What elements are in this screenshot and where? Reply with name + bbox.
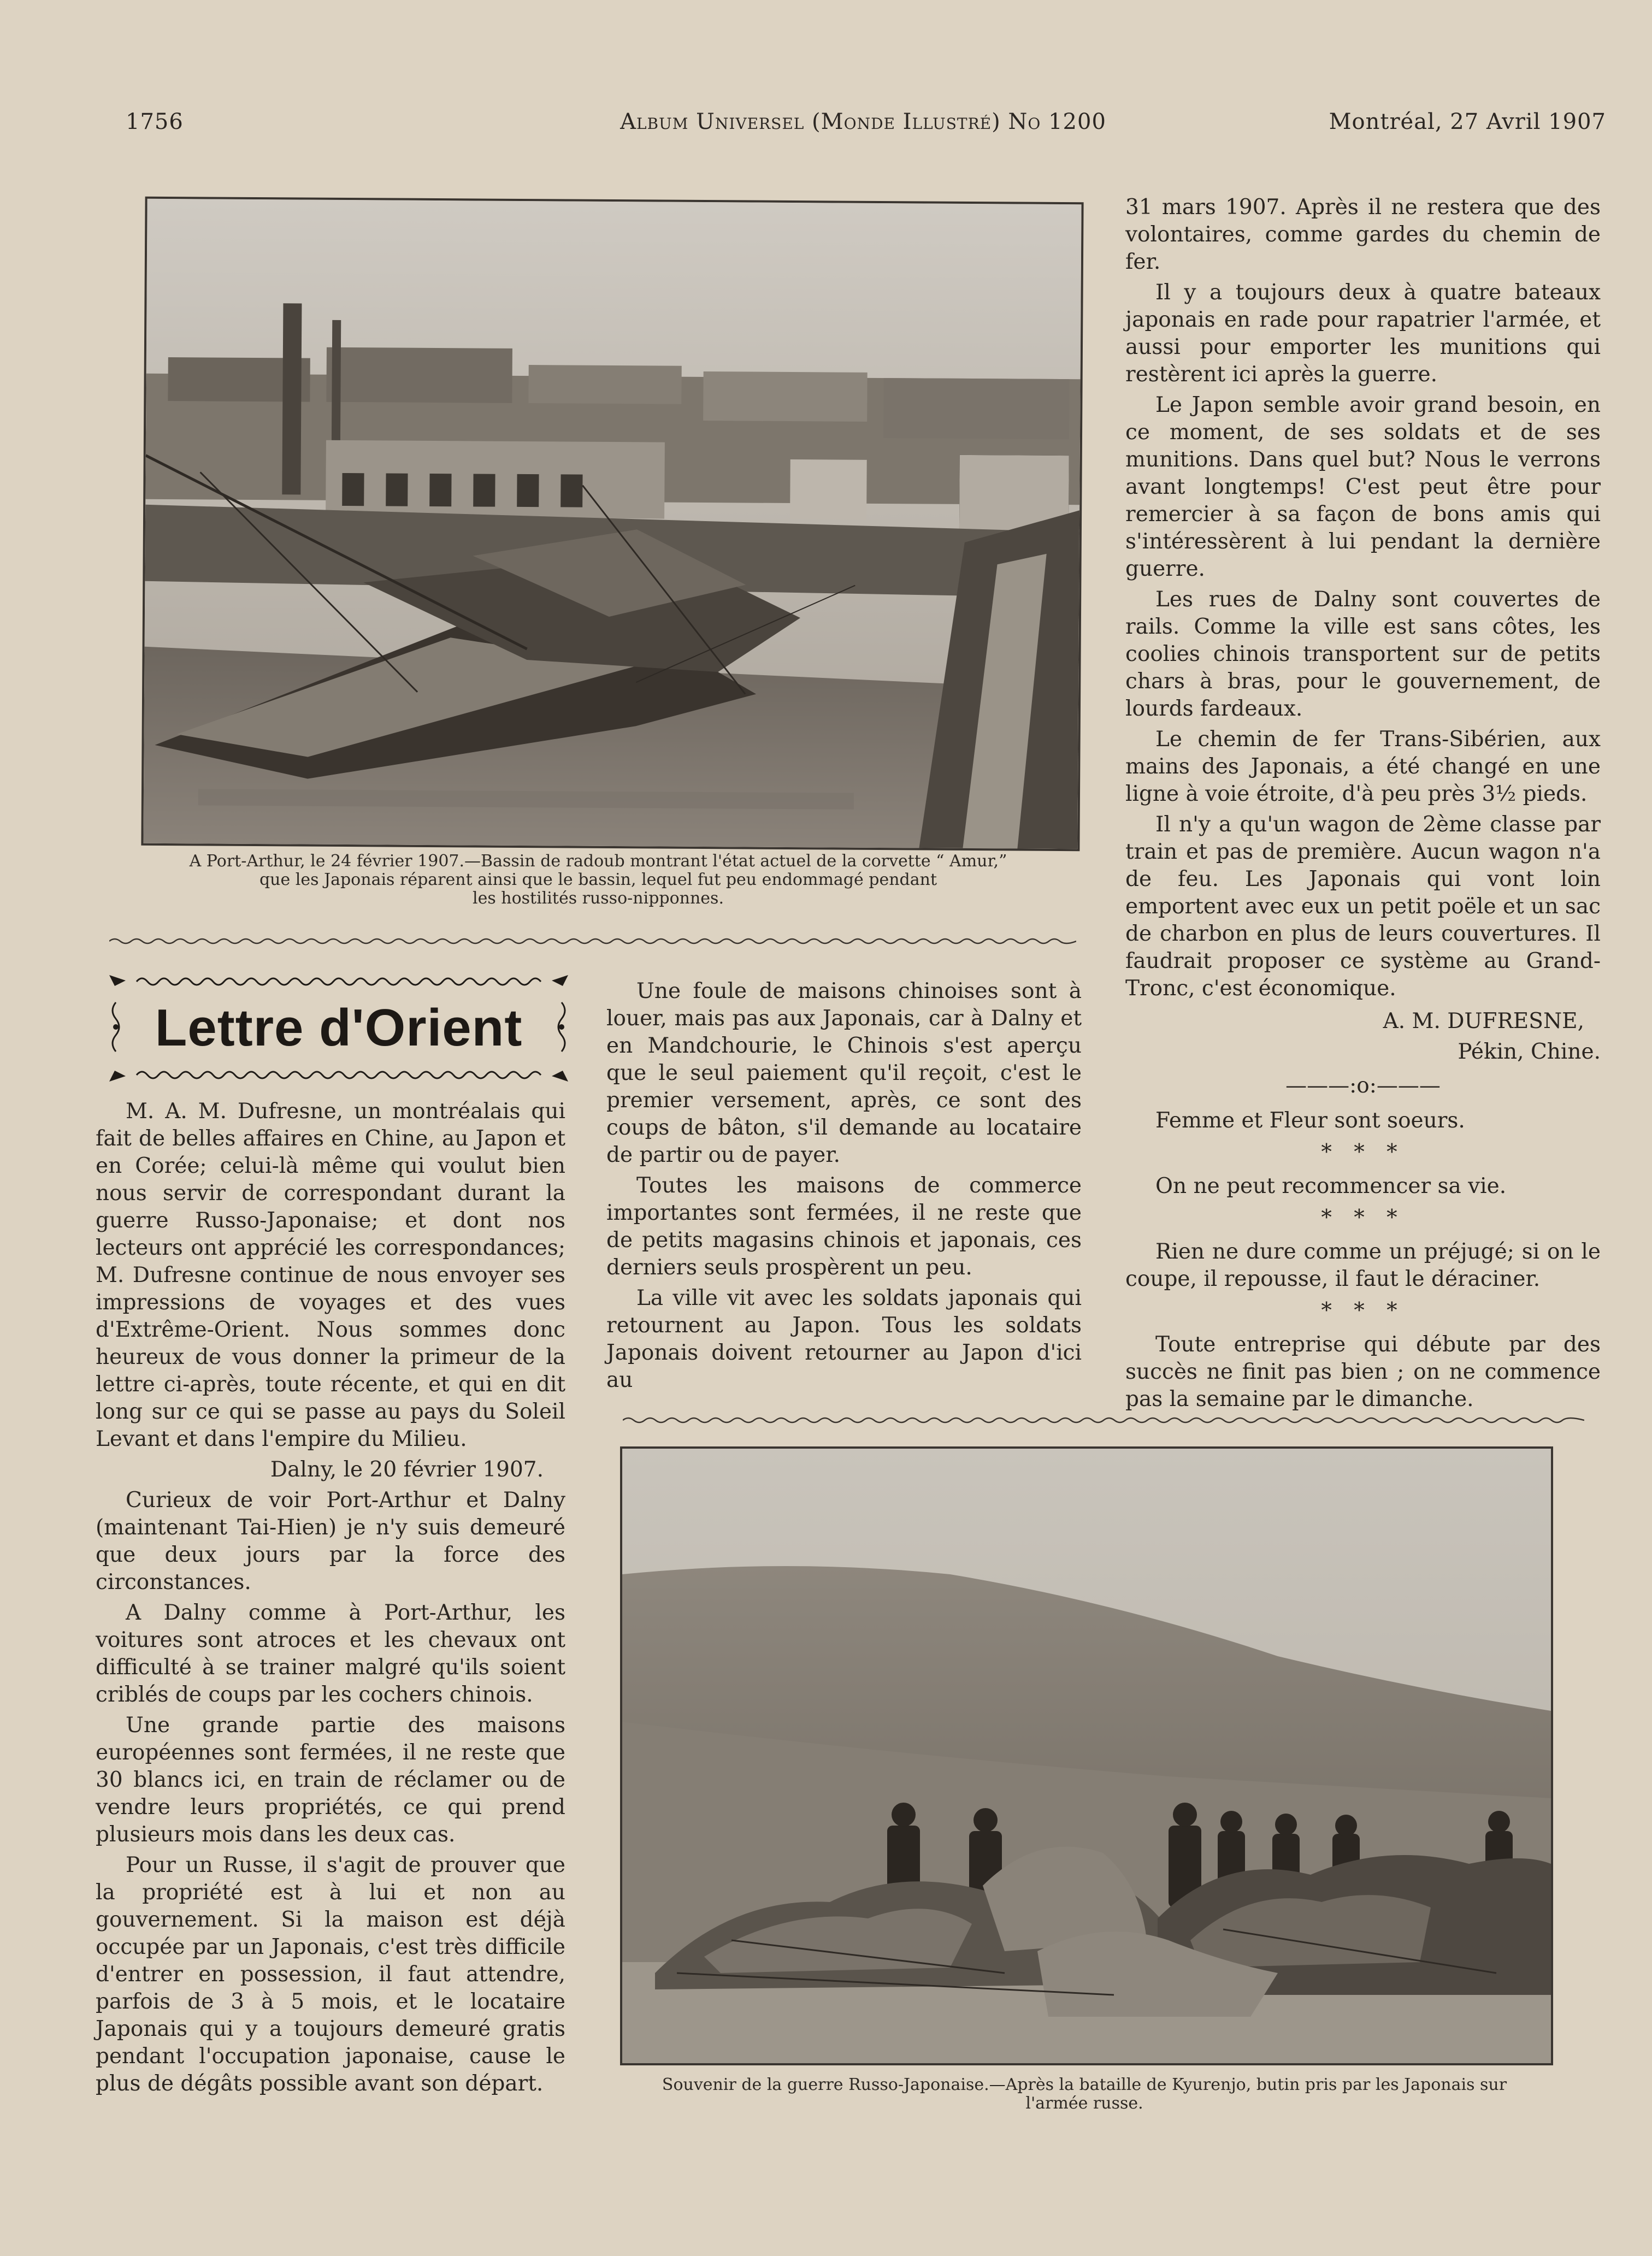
maxim: On ne peut recommencer sa vie.	[1155, 1174, 1507, 1198]
publication-title: Album Universel (Monde Illustré) No 1200	[620, 109, 1106, 134]
stars-divider: * * *	[1321, 1298, 1405, 1323]
article-column-3	[1125, 194, 1601, 1416]
col3-paragraph: 31 mars 1907. Après il ne restera que des volontaires, comme gardes du chemin de fer.	[1125, 195, 1601, 274]
col3-paragraph: Il y a toujours deux à quatre bateaux japonais en rade pour rapatrier l'armée, et aussi pour emporter les munitions qui restèrent ici après la guerre.	[1125, 280, 1601, 387]
dateline: Dalny, le 20 février 1907.	[270, 1457, 544, 1482]
col1-paragraph: Curieux de voir Port-Arthur et Dalny (maintenant Tai-Hien) je n'y suis demeuré que deux jours par la force des circonstances.	[96, 1488, 565, 1594]
signature-name: A. M. DUFRESNE,	[1383, 1009, 1584, 1033]
caption-bottom-photo	[595, 2076, 1573, 2113]
caption-top-photo	[109, 852, 1087, 908]
section-divider: ———:o:———	[1285, 1073, 1441, 1098]
signature-place: Pékin, Chine.	[1458, 1040, 1601, 1064]
article-title-box	[104, 970, 574, 1087]
page-number: 1756	[126, 109, 184, 134]
article-title: Lettre d'Orient	[155, 999, 523, 1057]
maxim: Femme et Fleur sont soeurs.	[1155, 1108, 1465, 1133]
stars-divider: * * *	[1321, 1140, 1405, 1165]
dry-dock-image	[143, 199, 1081, 849]
col3-paragraph: Le Japon semble avoir grand besoin, en ce moment, de ses soldats et de ses munitions. Dans quel but? Nous le verrons avant longtemps! C'est peut être pour remercier à sa façon de bons amis qui s'intéressèrent à lui pendant la dernière guerre.	[1125, 393, 1601, 581]
battle-spoils-image	[622, 1449, 1551, 2063]
col3-paragraph: Le chemin de fer Trans-Sibérien, aux mains des Japonais, a été changé en une ligne à voie étroite, d'à peu près 3½ pieds.	[1125, 727, 1601, 806]
col1-paragraph: A Dalny comme à Port-Arthur, les voitures sont atroces et les chevaux ont difficulté à se trainer malgré qu'ils soient criblés de coups par les cochers chinois.	[96, 1601, 565, 1707]
caption-top-line2: que les Japonais réparent ainsi que le bassin, lequel fut peu endommagé pendant	[259, 870, 937, 889]
col2-paragraph: Toutes les maisons de commerce importantes sont fermées, il ne reste que de petits magasins chinois et japonais, ces derniers seuls prospèrent un peu.	[606, 1173, 1082, 1280]
article-column-1	[96, 1098, 565, 2101]
caption-top-line1: A Port-Arthur, le 24 février 1907.—Bassin de radoub montrant l'état actuel de la corvette “ Amur,”	[189, 852, 1007, 871]
maxim: Toute entreprise qui débute par des succès ne finit pas bien ; on ne commence pas la semaine par le dimanche.	[1125, 1332, 1601, 1412]
col2-paragraph: La ville vit avec les soldats japonais qui retournent au Japon. Tous les soldats Japonais doivent retourner au Japon d'ici au	[606, 1286, 1082, 1392]
col2-paragraph: Une foule de maisons chinoises sont à louer, mais pas aux Japonais, car à Dalny et en Mandchourie, le Chinois s'est aperçu que le seul paiement qu'il reçoit, c'est le premier versement, après, ce sont des coups de bâton, s'il demande au locataire de partir ou de payer.	[606, 979, 1082, 1167]
col1-paragraph: Pour un Russe, il s'agit de prouver que la propriété est à lui et non au gouvernement. Si la maison est déjà occupée par un Japonais, c'est très difficile d'entrer en possession, il faut attendre, parfois de 3 à 5 mois, et le locataire Japonais qui y a toujours demeuré gratis pendant l'occupation japonaise, cause le plus de dégâts possible avant son départ.	[96, 1853, 565, 2096]
photo-dry-dock	[141, 197, 1083, 851]
col1-paragraph: Une grande partie des maisons européennes sont fermées, il ne reste que 30 blancs ici, en train de réclamer ou de vendre leurs propriétés, ce qui prend plusieurs mois dans les deux cas.	[96, 1713, 565, 1847]
caption-bottom-line1: Souvenir de la guerre Russo-Japonaise.—Après la bataille de Kyurenjo, butin pris par les Japonais sur	[662, 2075, 1507, 2094]
photo-battle-spoils	[620, 1446, 1553, 2065]
stars-divider: * * *	[1321, 1206, 1405, 1230]
col1-paragraph-intro: M. A. M. Dufresne, un montréalais qui fait de belles affaires en Chine, au Japon et en Corée; celui-là même qui voulut bien nous servir de correspondant durant la guerre Russo-Japonaise; et dont nos lecteurs ont apprécié les correspondances; M. Dufresne continue de nous envoyer ses impressions de voyages et des vues d'Extrême-Orient. Nous sommes donc heureux de vous donner la primeur de la lettre ci-après, toute récente, et qui en dit long sur ce qui se passe au pays du Soleil Levant et dans l'empire du Milieu.	[96, 1099, 565, 1451]
maxim: Rien ne dure comme un préjugé; si on le coupe, il repousse, il faut le déraciner.	[1125, 1239, 1601, 1291]
col3-paragraph: Les rues de Dalny sont couvertes de rails. Comme la ville est sans côtes, les coolies chinois transportent sur de petits chars à bras, pour le gouvernement, de lourds fardeaux.	[1125, 587, 1601, 721]
place-date: Montréal, 27 Avril 1907	[1329, 109, 1606, 134]
col3-paragraph: Il n'y a qu'un wagon de 2ème classe par train et pas de première. Aucun wagon n'a de feu. Les Japonais qui vont loin emportent avec eux un petit poële et un sac de charbon en plus de leurs couvertures. Il faudrait proposer ce système au Grand-Tronc, c'est économique.	[1125, 812, 1601, 1001]
caption-bottom-line2: l'armée russe.	[1025, 2094, 1143, 2113]
article-column-2	[606, 978, 1082, 1397]
wavy-rule-top	[109, 937, 1076, 946]
wavy-rule-bottom	[623, 1416, 1584, 1425]
caption-top-line3: les hostilités russo-nipponnes.	[472, 889, 724, 908]
